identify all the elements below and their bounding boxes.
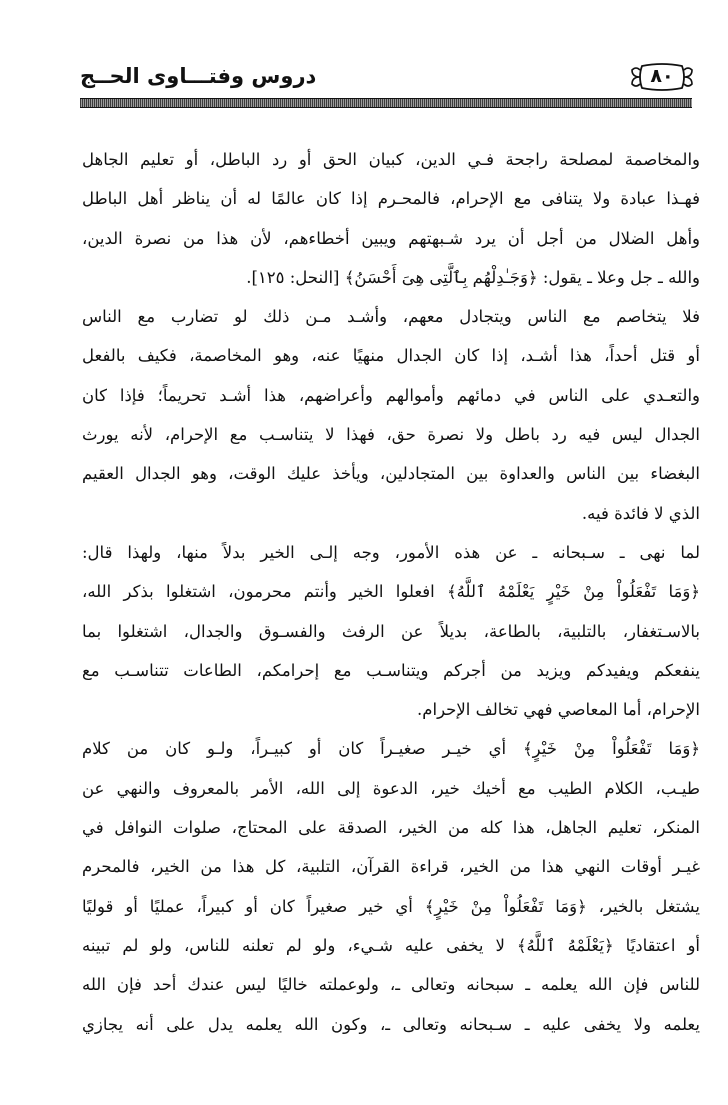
- text-line: والله ـ جل وعلا ـ يقول: ﴿وَجَـٰدِلْهُم بِٱلَّتِى هِىَ أَحْسَنُ﴾ [النحل: ١٢٥].: [246, 267, 700, 287]
- text-line: غيـر أوقات النهي هذا من الخير، قراءة القرآن، التلبية، كل هذا من الخير، فالمحرم: [82, 857, 700, 877]
- text-line: والتعـدي على الناس في دمائهم وأموالهم وأعراضهم، هذا أشـد تحريماً؛ فإذا كان: [82, 385, 700, 405]
- text-line: لما نهى ـ سـبحانه ـ عن هذه الأمور، وجه إلـى الخير بدلاً منها، ولهذا قال:: [82, 542, 700, 562]
- page-number: ٨٠: [650, 65, 674, 87]
- header-rule: [80, 98, 692, 108]
- text-line: أو قتل أحداً، هذا أشـد، إذا كان الجدال منهيًا عنه، وهو المخاصمة، فكيف بالفعل: [82, 346, 700, 366]
- page-number-badge: [630, 62, 694, 92]
- text-line: المنكر، تعليم الجاهل، هذا كله من الخير، الصدقة على المحتاج، صلوات النوافل في: [82, 818, 700, 838]
- text-line: الجدال ليس فيه رد باطل ولا نصرة حق، فهذا لا يتناسـب مع الإحرام، لأنه يورث: [82, 425, 700, 445]
- text-line: ﴿وَمَا تَفْعَلُواْ مِنْ خَيْرٍ﴾ أي خيـر صغيـراً كان أو كبيـراً، ولـو كان من كلام: [82, 739, 700, 759]
- text-line: ﴿وَمَا تَفْعَلُواْ مِنْ خَيْرٍ يَعْلَمْهُ ٱللَّهُ﴾ افعلوا الخير وأنتم محرمون، اشتغلوا بذكر الله،: [82, 582, 700, 602]
- text-line: البغضاء بين الناس والعداوة بين المتجادلين، ويأخذ عليك الوقت، وهو الجدال العقيم: [82, 464, 700, 484]
- text-line: طيـب، الكلام الطيب مع أخيك خير، الدعوة إلى الله، الأمر بالمعروف والنهي عن: [82, 778, 700, 798]
- text-line: فلا يتخاصم مع الناس ويتجادل معهم، وأشـد مـن ذلك لو تضارب مع الناس: [82, 307, 700, 327]
- text-line: يعلمه ولا يخفى عليه ـ سـبحانه وتعالى ـ، وكون الله يعلمه يدل على أنه يجازي: [82, 1014, 700, 1034]
- text-line: بالاسـتغفار، بالتلبية، بالطاعة، بديلاً عن الرفث والفسـوق والجدال، اشتغلوا بما: [82, 621, 700, 641]
- text-line: الإحرام، أما المعاصي فهي تخالف الإحرام.: [417, 700, 700, 720]
- text-line: يشتغل بالخير، ﴿وَمَا تَفْعَلُواْ مِنْ خَيْرٍ﴾ أي خير صغيراً كان أو كبيراً، عمليًا أو قوليًا: [82, 896, 700, 916]
- text-line: للناس فإن الله يعلمه ـ سبحانه وتعالى ـ، ولوعملته خاليًا ليس عندك أحد فإن الله: [82, 975, 700, 995]
- text-line: الذي لا فائدة فيه.: [581, 503, 700, 523]
- text-line: وأهل الضلال من أجل أن يرد شـبهتهم ويبين أخطاءهم، لأن هذا من نصرة الدين،: [82, 228, 700, 248]
- text-line: أو اعتقاديًا ﴿يَعْلَمْهُ ٱللَّهُ﴾ لا يخفى عليه شـيء، ولو لم تعلنه للناس، ولو لم تبينه: [82, 935, 700, 955]
- text-line: والمخاصمة لمصلحة راجحة فـي الدين، كبيان الحق أو رد الباطل، أو تعليم الجاهل: [82, 150, 700, 169]
- text-line: فهـذا عبادة ولا يتنافى مع الإحرام، فالمحـرم إذا كان عالمًا له أن يناظر أهل الباطل: [82, 189, 700, 209]
- body-text: [82, 140, 700, 1044]
- text-line: ينفعكم ويفيدكم ويزيد من أجركم ويتناسـب مع إحرامكم، الطاعات تتناسـب مع: [82, 660, 700, 680]
- book-title: دروس وفتـــاوى الحــج: [80, 64, 317, 88]
